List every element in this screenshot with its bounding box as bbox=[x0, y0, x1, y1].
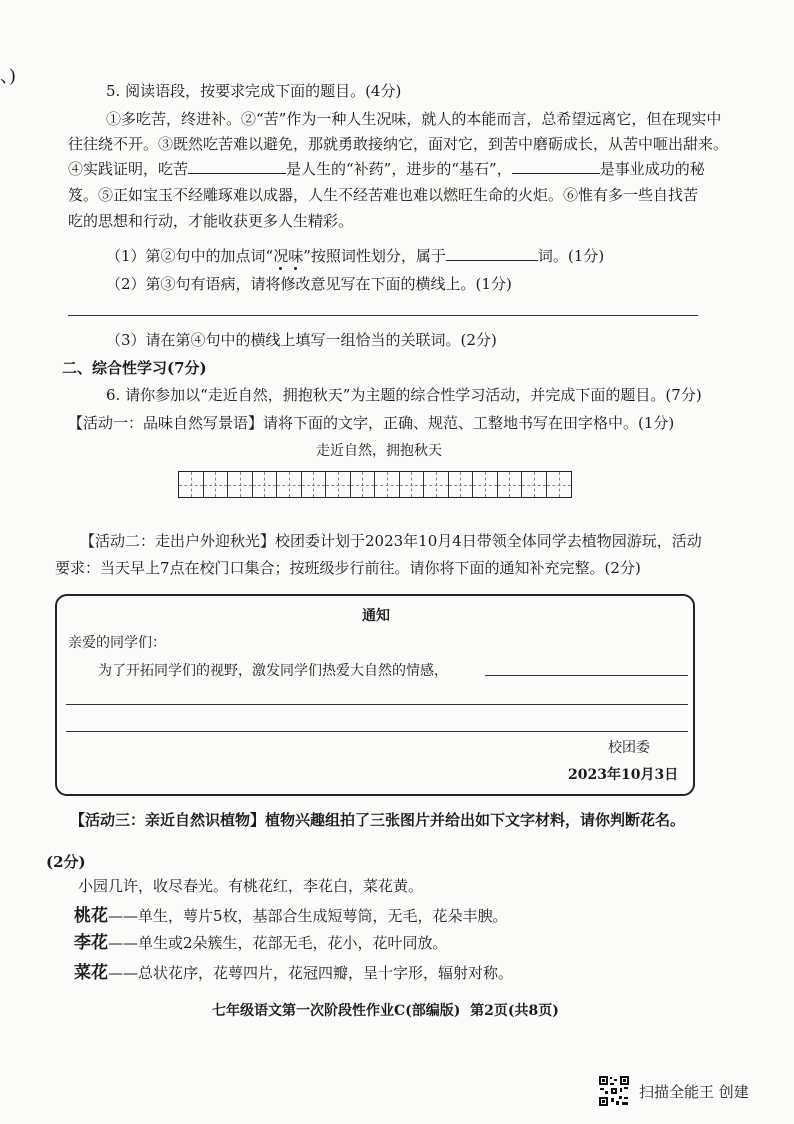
flower-poem: 小园几许，收尽春光。有桃花红，李花白，菜花黄。 bbox=[78, 877, 424, 895]
grid-cell[interactable] bbox=[228, 472, 253, 497]
flower-item-plum bbox=[74, 933, 448, 953]
flower-name: 桃花 bbox=[74, 906, 108, 926]
flower-item-peach bbox=[74, 906, 508, 926]
activity-2-line-1: 【活动二：走出户外迎秋光】校团委计划于2023年10月4日带领全体同学去植物园游玩，活动 bbox=[80, 532, 702, 550]
q6-prompt: 6. 请你参加以“走近自然，拥抱秋天”为主题的综合性学习活动，并完成下面的题目。(7分) bbox=[106, 386, 702, 404]
grid-cell[interactable] bbox=[277, 472, 302, 497]
activity-2-line-2: 要求：当天早上7点在校门口集合；按班级步行前往。请你将下面的通知补充完整。(2分) bbox=[55, 559, 641, 577]
flower-name: 李花 bbox=[74, 933, 108, 953]
grid-cell[interactable] bbox=[302, 472, 327, 497]
activity-3-line-1: 【活动三：亲近自然识植物】植物兴趣组拍了三张图片并给出如下文字材料，请你判断花名。 bbox=[70, 811, 686, 829]
notice-date: 2023年10月3日 bbox=[568, 767, 679, 783]
notice-body: 为了开拓同学们的视野，激发同学们热爱大自然的情感， bbox=[98, 663, 448, 679]
q5-sub1-dot-char-2: 味 bbox=[288, 247, 304, 265]
scanner-watermark: 扫描全能王 创建 bbox=[639, 1083, 749, 1101]
q5-sub1 bbox=[106, 246, 604, 266]
q5-blank-1[interactable] bbox=[188, 159, 286, 174]
grid-cell[interactable] bbox=[253, 472, 278, 497]
grid-cell[interactable] bbox=[326, 472, 351, 497]
q5-passage-l3a: ④实践证明，吃苦 bbox=[68, 160, 189, 178]
flower-item-rape bbox=[74, 963, 513, 983]
tianzige-grid[interactable] bbox=[178, 471, 572, 498]
grid-cell[interactable] bbox=[473, 472, 498, 497]
grid-cell[interactable] bbox=[522, 472, 547, 497]
grid-cell[interactable] bbox=[547, 472, 572, 497]
notice-signer: 校团委 bbox=[608, 740, 650, 756]
q5-sub3: （3）请在第④句中的横线上填写一组恰当的关联词。(2分) bbox=[106, 331, 497, 349]
flower-desc: ——单生或2朵簇生，花部无毛，花小，花叶同放。 bbox=[108, 934, 448, 952]
flower-desc: ——总状花序，花萼四片，花冠四瓣，呈十字形，辐射对称。 bbox=[108, 964, 514, 982]
qr-code-icon bbox=[598, 1075, 630, 1107]
notice-title: 通知 bbox=[362, 608, 390, 624]
q5-passage-l3b: 是人生的“补药”，进步的“基石”， bbox=[286, 160, 512, 178]
notice-answer-line-3[interactable] bbox=[66, 731, 688, 732]
q5-passage-line-2: 往往绕不开。③既然吃苦难以避免，那就勇敢接纳它，面对它，到苦中磨砺成长，从苦中咂出甜来。 bbox=[68, 135, 729, 153]
grid-cell[interactable] bbox=[179, 472, 204, 497]
q5-passage-line-4: 笈。⑤正如宝玉不经雕琢难以成器，人生不经苦难也难以燃旺生命的火炬。⑥惟有多一些自找苦 bbox=[68, 186, 699, 204]
grid-cell[interactable] bbox=[204, 472, 229, 497]
page-footer: 七年级语文第一次阶段性作业C(部编版) 第2页(共8页) bbox=[212, 1003, 559, 1019]
q5-sub1-blank[interactable] bbox=[446, 246, 538, 261]
q5-passage-line-5: 吃的思想和行动，才能收获更多人生精彩。 bbox=[68, 212, 354, 230]
q5-passage-line-1: ①多吃苦，终进补。②“苦”作为一种人生况味，就人的本能而言，总希望远离它，但在现实中 bbox=[106, 110, 722, 128]
activity-1: 【活动一：品味自然写景语】请将下面的文字，正确、规范、工整地书写在田字格中。(1分) bbox=[68, 414, 675, 432]
q5-passage-l3c: 是事业成功的秘 bbox=[599, 160, 705, 178]
flower-name: 菜花 bbox=[74, 963, 108, 983]
q5-sub1-middle: ”按照词性划分，属于 bbox=[303, 247, 446, 265]
q5-sub1-prefix: （1）第②句中的加点词“ bbox=[106, 247, 274, 265]
margin-mark: 、) bbox=[0, 66, 17, 87]
grid-cell[interactable] bbox=[351, 472, 376, 497]
notice-answer-line-1[interactable] bbox=[485, 675, 688, 676]
q5-passage-line-3 bbox=[68, 159, 705, 179]
notice-answer-line-2[interactable] bbox=[66, 704, 688, 705]
activity-3-line-2: (2分) bbox=[46, 853, 86, 871]
q5-sub1-dot-char-1: 况 bbox=[273, 247, 289, 265]
grid-cell[interactable] bbox=[400, 472, 425, 497]
q5-sub2-answer-line[interactable] bbox=[68, 315, 698, 316]
grid-cell[interactable] bbox=[424, 472, 449, 497]
grid-cell[interactable] bbox=[449, 472, 474, 497]
q5-blank-2[interactable] bbox=[512, 159, 600, 174]
q5-sub1-suffix: 词。(1分) bbox=[537, 247, 605, 265]
grid-cell[interactable] bbox=[375, 472, 400, 497]
grid-cell[interactable] bbox=[498, 472, 523, 497]
q5-title: 5. 阅读语段，按要求完成下面的题目。(4分) bbox=[106, 82, 402, 100]
q5-sub2: （2）第③句有语病，请将修改意见写在下面的横线上。(1分) bbox=[106, 275, 512, 293]
activity-1-text: 走近自然，拥抱秋天 bbox=[316, 443, 442, 459]
flower-desc: ——单生，萼片5枚，基部合生成短萼筒，无毛，花朵丰腴。 bbox=[108, 907, 508, 925]
notice-greeting: 亲爱的同学们： bbox=[68, 635, 166, 651]
section2-heading: 二、综合性学习(7分) bbox=[62, 359, 207, 377]
